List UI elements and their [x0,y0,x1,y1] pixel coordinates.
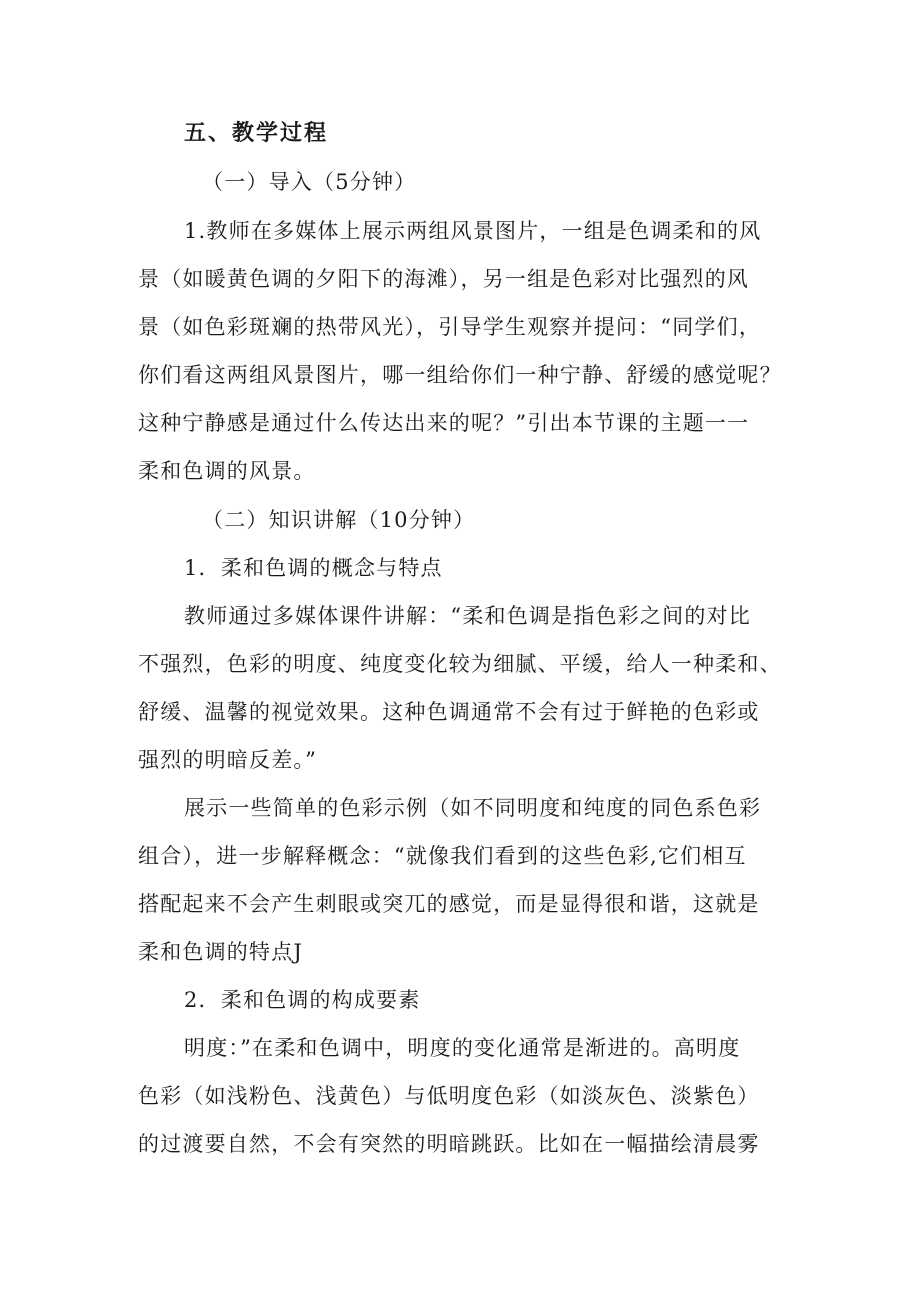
item2-heading: 2．柔和色调的构成要素 [184,988,421,1012]
part1-line-6: 柔和色调的风景。 [138,459,316,483]
part1-line-2: 景（如暖黄色调的夕阳下的海滩），另一组是色彩对比强烈的风 [138,267,750,291]
para2-line-4: 柔和色调的特点J [138,940,304,964]
item1-heading: 1．柔和色调的概念与特点 [184,556,443,580]
section-title: 五、教学过程 [184,120,329,146]
para1-line-2: 不强烈，色彩的明度、纯度变化较为细腻、平缓，给人一种柔和、 [138,652,782,676]
part1-line-4: 你们看这两组风景图片，哪一组给你们一种宁静、舒缓的感觉呢？ [138,363,782,387]
para3-line-2: 色彩（如浅粉色、浅黄色）与低明度色彩（如淡灰色、淡紫色） [138,1084,760,1108]
para2-line-3: 搭配起来不会产生刺眼或突兀的感觉，而是显得很和谐，这就是 [138,892,760,916]
para3-line-3: 的过渡要自然，不会有突然的明暗跳跃。比如在一幅描绘清晨雾 [138,1132,760,1156]
part1-line-1: 1.教师在多媒体上展示两组风景图片，一组是色调柔和的风 [184,219,762,243]
part1-line-5: 这种宁静感是通过什么传达出来的呢？”引出本节课的主题一一 [138,411,750,435]
para2-line-2: 组合），进一步解释概念：“就像我们看到的这些色彩,它们相互 [138,844,747,868]
para1-line-4: 强烈的明暗反差。” [138,748,318,772]
part1-line-3: 景（如色彩斑斓的热带风光），引导学生观察并提问：“同学们， [138,315,762,339]
part1-heading: （一）导入（5分钟） [202,170,417,194]
part2-heading: （二）知识讲解（10分钟） [202,508,476,532]
para3-line-1: 明度：”在柔和色调中，明度的变化通常是渐进的。高明度 [184,1036,741,1060]
para2-line-1: 展示一些简单的色彩示例（如不同明度和纯度的同色系色彩 [184,796,762,820]
para1-line-3: 舒缓、温馨的视觉效果。这种色调通常不会有过于鲜艳的色彩或 [138,700,760,724]
para1-line-1: 教师通过多媒体课件讲解：“柔和色调是指色彩之间的对比 [184,604,751,628]
